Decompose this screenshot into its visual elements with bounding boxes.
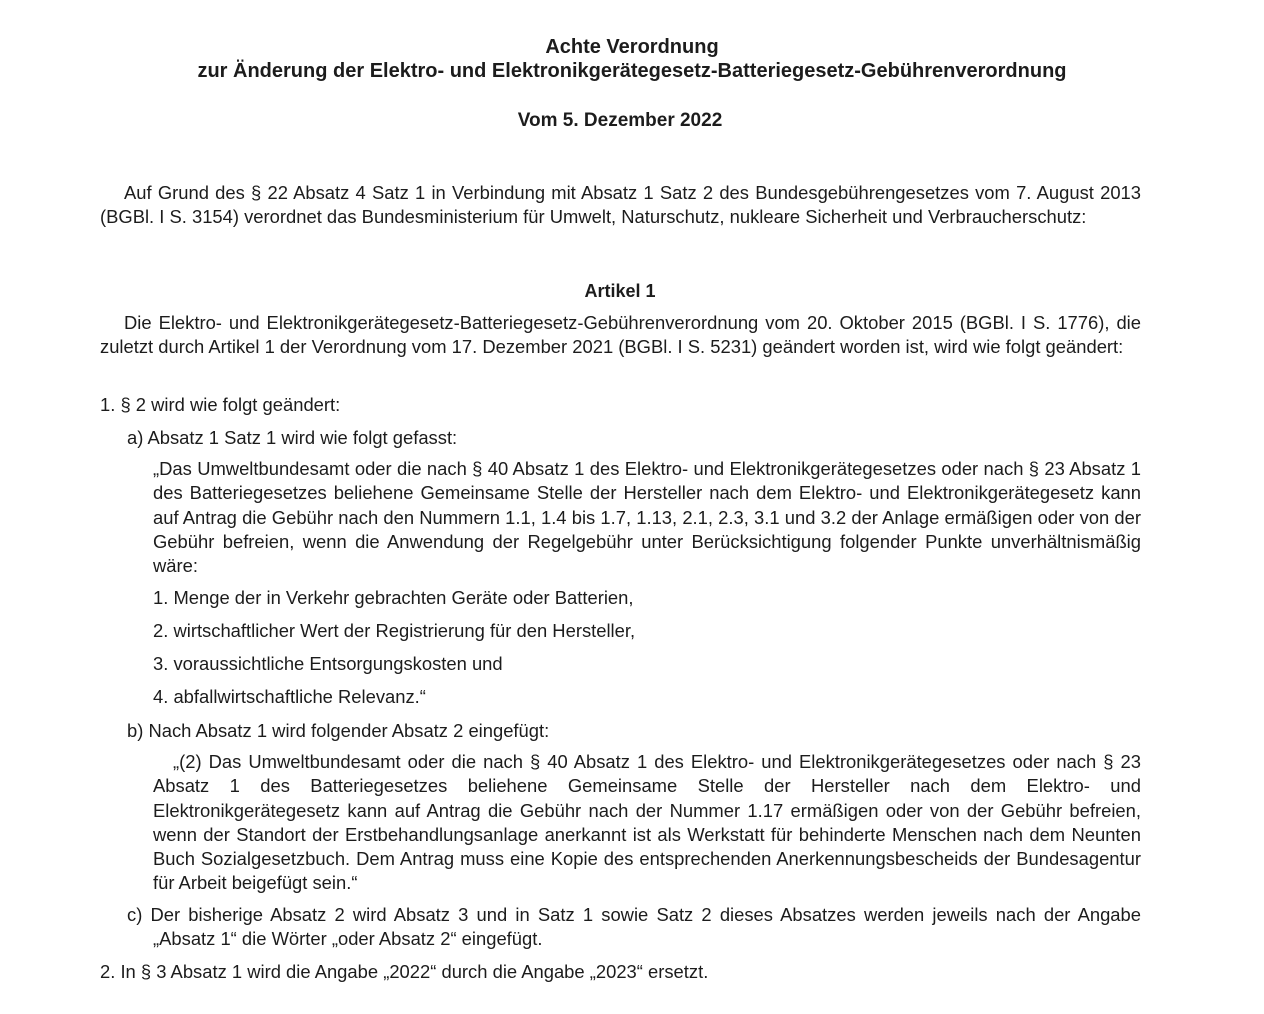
document-date: Vom 5. Dezember 2022 bbox=[517, 110, 723, 131]
sub-point-1: 1. Menge der in Verkehr gebrachten Geräte oder Batterien, bbox=[153, 587, 634, 608]
list-item-1c: c) Der bisherige Absatz 2 wird Absatz 3 und in Satz 1 sowie Satz 2 dieses Absatzes werden jeweils nach der Angabe „Absatz 1“ die Wörter „oder Absatz 2“ eingefügt. bbox=[127, 904, 1141, 950]
list-item-2: 2. In § 3 Absatz 1 wird die Angabe „2022“ durch die Angabe „2023“ ersetzt. bbox=[100, 961, 709, 982]
list-item-1a: a) Absatz 1 Satz 1 wird wie folgt gefasst: bbox=[127, 427, 458, 448]
article-intro-paragraph: Die Elektro- und Elektronikgerätegesetz-Batteriegesetz-Gebührenverordnung vom 20. Oktober 2015 (BGBl. I S. 1776), die zuletzt durch Artikel 1 der Verordnung vom 17. Dezember 2021 (BGBl. I S. 5231) geändert worden ist, wird wie folgt geändert: bbox=[100, 312, 1141, 358]
list-item-1b: b) Nach Absatz 1 wird folgender Absatz 2 eingefügt: bbox=[127, 720, 550, 741]
document-subtitle: zur Änderung der Elektro- und Elektronikgerätegesetz-Batteriegesetz-Gebührenverordnung bbox=[197, 60, 1067, 82]
article-heading: Artikel 1 bbox=[584, 281, 656, 301]
intro-paragraph: Auf Grund des § 22 Absatz 4 Satz 1 in Verbindung mit Absatz 1 Satz 2 des Bundesgebührengesetzes vom 7. August 2013 (BGBl. I S. 3154) verordnet das Bundesministerium für Umwelt, Naturschutz, nukleare Sicherheit und Verbraucherschutz: bbox=[100, 182, 1141, 228]
sub-point-2: 2. wirtschaftlicher Wert der Registrierung für den Hersteller, bbox=[153, 620, 636, 641]
list-item-1: 1. § 2 wird wie folgt geändert: bbox=[100, 394, 341, 415]
sub-point-3: 3. voraussichtliche Entsorgungskosten und bbox=[153, 653, 503, 674]
sub-point-4: 4. abfallwirtschaftliche Relevanz.“ bbox=[153, 686, 426, 707]
document-title: Achte Verordnung bbox=[545, 36, 719, 58]
quote-paragraph-a: „Das Umweltbundesamt oder die nach § 40 Absatz 1 des Elektro- und Elektronikgerätegesetzes oder nach § 23 Absatz 1 des Batteriegesetzes beliehene Gemeinsame Stelle der Hersteller nach dem Elektro- und Elektronikgerätegesetz kann auf Antrag die Gebühr nach den Nummern 1.1, 1.4 bis 1.7, 1.13, 2.1, 2.3, 3.1 und 3.2 der Anlage ermäßigen oder von der Gebühr befreien, wenn die Anwendung der Regelgebühr unter Berücksichtigung folgender Punkte unverhältnismäßig wäre: bbox=[153, 458, 1141, 577]
quote-paragraph-b: „(2) Das Umweltbundesamt oder die nach § 40 Absatz 1 des Elektro- und Elektronikgerätegesetzes oder nach § 23 Absatz 1 des Batteriegesetzes beliehene Gemeinsame Stelle der Hersteller nach dem Elektro- und Elektronikgerätegesetz kann auf Antrag die Gebühr nach der Nummer 1.17 ermäßigen oder von der Gebühr befreien, wenn der Standort der Erstbehandlungsanlage anerkannt ist als Werkstatt für behinderte Menschen nach dem Neunten Buch Sozialgesetzbuch. Dem Antrag muss eine Kopie des entsprechenden Anerkennungsbescheids der Bundesagentur für Arbeit beigefügt sein.“ bbox=[153, 751, 1141, 894]
